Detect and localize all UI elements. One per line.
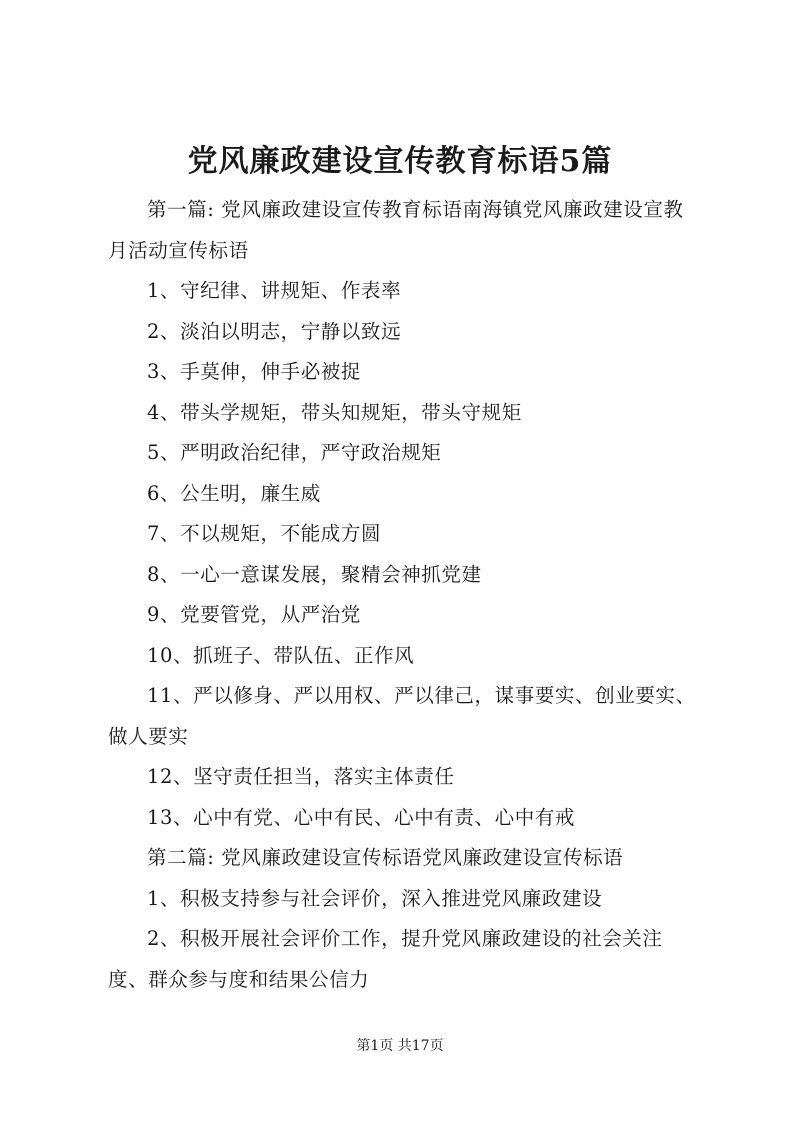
paragraph: 9、党要管党，从严治党 bbox=[147, 603, 362, 626]
paragraph: 10、抓班子、带队伍、正作风 bbox=[147, 643, 415, 667]
paragraph: 第一篇: 党风廉政建设宣传教育标语南海镇党风廉政建设宣教月活动宣传标语 bbox=[108, 198, 684, 262]
page-footer: 第1页 共17页 bbox=[356, 1038, 444, 1054]
document-title: 党风廉政建设宣传教育标语5篇 bbox=[187, 144, 613, 179]
paragraph: 12、坚守责任担当，落实主体责任 bbox=[147, 765, 455, 788]
paragraph: 11、严以修身、严以用权、严以律己，谋事要实、创业要实、做人要实 bbox=[108, 684, 696, 748]
paragraph: 4、带头学规矩，带头知规矩，带头守规矩 bbox=[147, 400, 522, 424]
paragraph: 3、手莫伸，伸手必被捉 bbox=[147, 360, 362, 383]
paragraph: 13、心中有党、心中有民、心中有责、心中有戒 bbox=[147, 805, 576, 829]
paragraph: 2、积极开展社会评价工作，提升党风廉政建设的社会关注度、群众参与度和结果公信力 bbox=[108, 927, 663, 991]
paragraph: 第二篇: 党风廉政建设宣传标语党风廉政建设宣传标语 bbox=[147, 846, 624, 869]
paragraph: 2、淡泊以明志，宁静以致远 bbox=[147, 319, 402, 343]
paragraph: 7、不以规矩，不能成方圆 bbox=[147, 522, 382, 545]
paragraph: 8、一心一意谋发展，聚精会神抓党建 bbox=[147, 562, 482, 586]
paragraph: 6、公生明，廉生威 bbox=[147, 481, 321, 505]
paragraph: 1、守纪律、讲规矩、作表率 bbox=[147, 279, 402, 302]
document-body bbox=[108, 190, 700, 1000]
paragraph: 5、严明政治纪律，严守政治规矩 bbox=[147, 441, 442, 464]
paragraph: 1、积极支持参与社会评价，深入推进党风廉政建设 bbox=[147, 886, 603, 910]
